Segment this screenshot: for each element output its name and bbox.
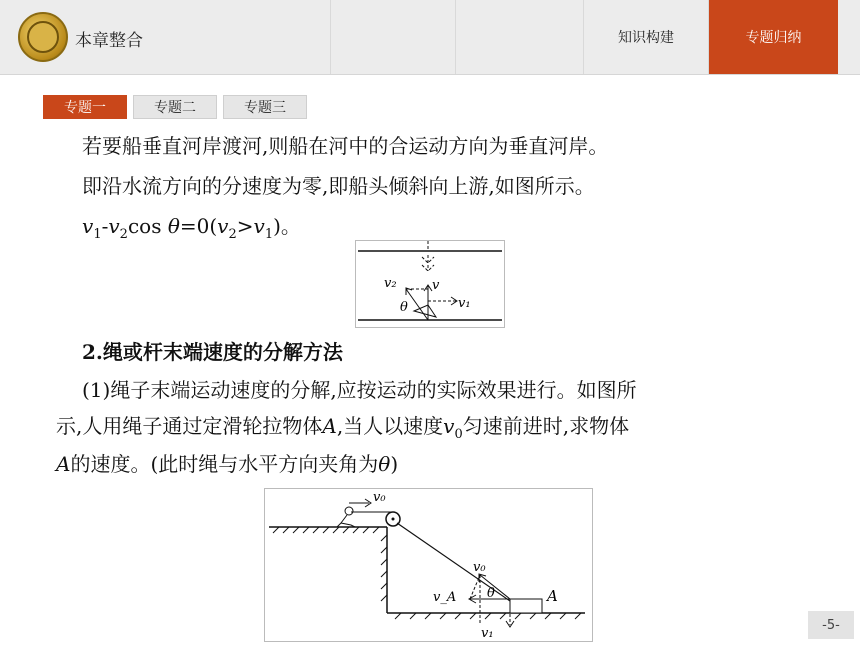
tab-topic-1[interactable]: 专题一: [43, 95, 127, 119]
school-logo-icon: [18, 12, 68, 62]
topic-tabs: [43, 95, 313, 119]
nav-topics-button[interactable]: 专题归纳: [709, 0, 838, 74]
paragraph-line: 若要船垂直河岸渡河,则船在河中的合运动方向为垂直河岸。: [82, 134, 609, 158]
fig1-label-v1: v₁: [458, 296, 471, 311]
fig1-label-theta: θ: [400, 300, 408, 315]
divider: [330, 0, 331, 74]
fig2-label-v0-rope: v₀: [473, 560, 486, 575]
fig1-label-v: v: [432, 278, 440, 293]
pulley-figure: [264, 488, 593, 642]
tab-topic-2[interactable]: 专题二: [133, 95, 217, 119]
paragraph-line: 即沿水流方向的分速度为零,即船头倾斜向上游,如图所示。: [82, 174, 595, 198]
fig2-label-A: A: [547, 587, 558, 605]
tab-topic-3[interactable]: 专题三: [223, 95, 307, 119]
boat-crossing-figure: [355, 240, 505, 328]
fig2-label-v1: v₁: [481, 626, 494, 641]
paragraph-line: (1)绳子末端运动速度的分解,应按运动的实际效果进行。如图所: [82, 378, 637, 402]
fig1-label-v2: v₂: [384, 276, 397, 291]
divider: [455, 0, 456, 74]
fig2-label-theta: θ: [487, 586, 495, 601]
page-number: -5-: [808, 611, 854, 639]
fig2-label-v0-top: v₀: [373, 490, 386, 505]
paragraph-line: A的速度。(此时绳与水平方向夹角为θ): [56, 452, 399, 476]
paragraph-line: 示,人用绳子通过定滑轮拉物体A,当人以速度$v_0$匀速前进时,求物体: [56, 414, 630, 442]
equation: $v_1-v_2\cos$ $\theta=0(v_2>v_1)$。: [82, 214, 301, 242]
chapter-title: 本章整合: [75, 31, 143, 51]
nav-knowledge-button[interactable]: 知识构建: [618, 30, 674, 46]
section-heading: 2.绳或杆末端速度的分解方法: [82, 340, 343, 364]
fig2-label-vA: v_A: [433, 590, 457, 605]
top-bar: [0, 0, 860, 75]
